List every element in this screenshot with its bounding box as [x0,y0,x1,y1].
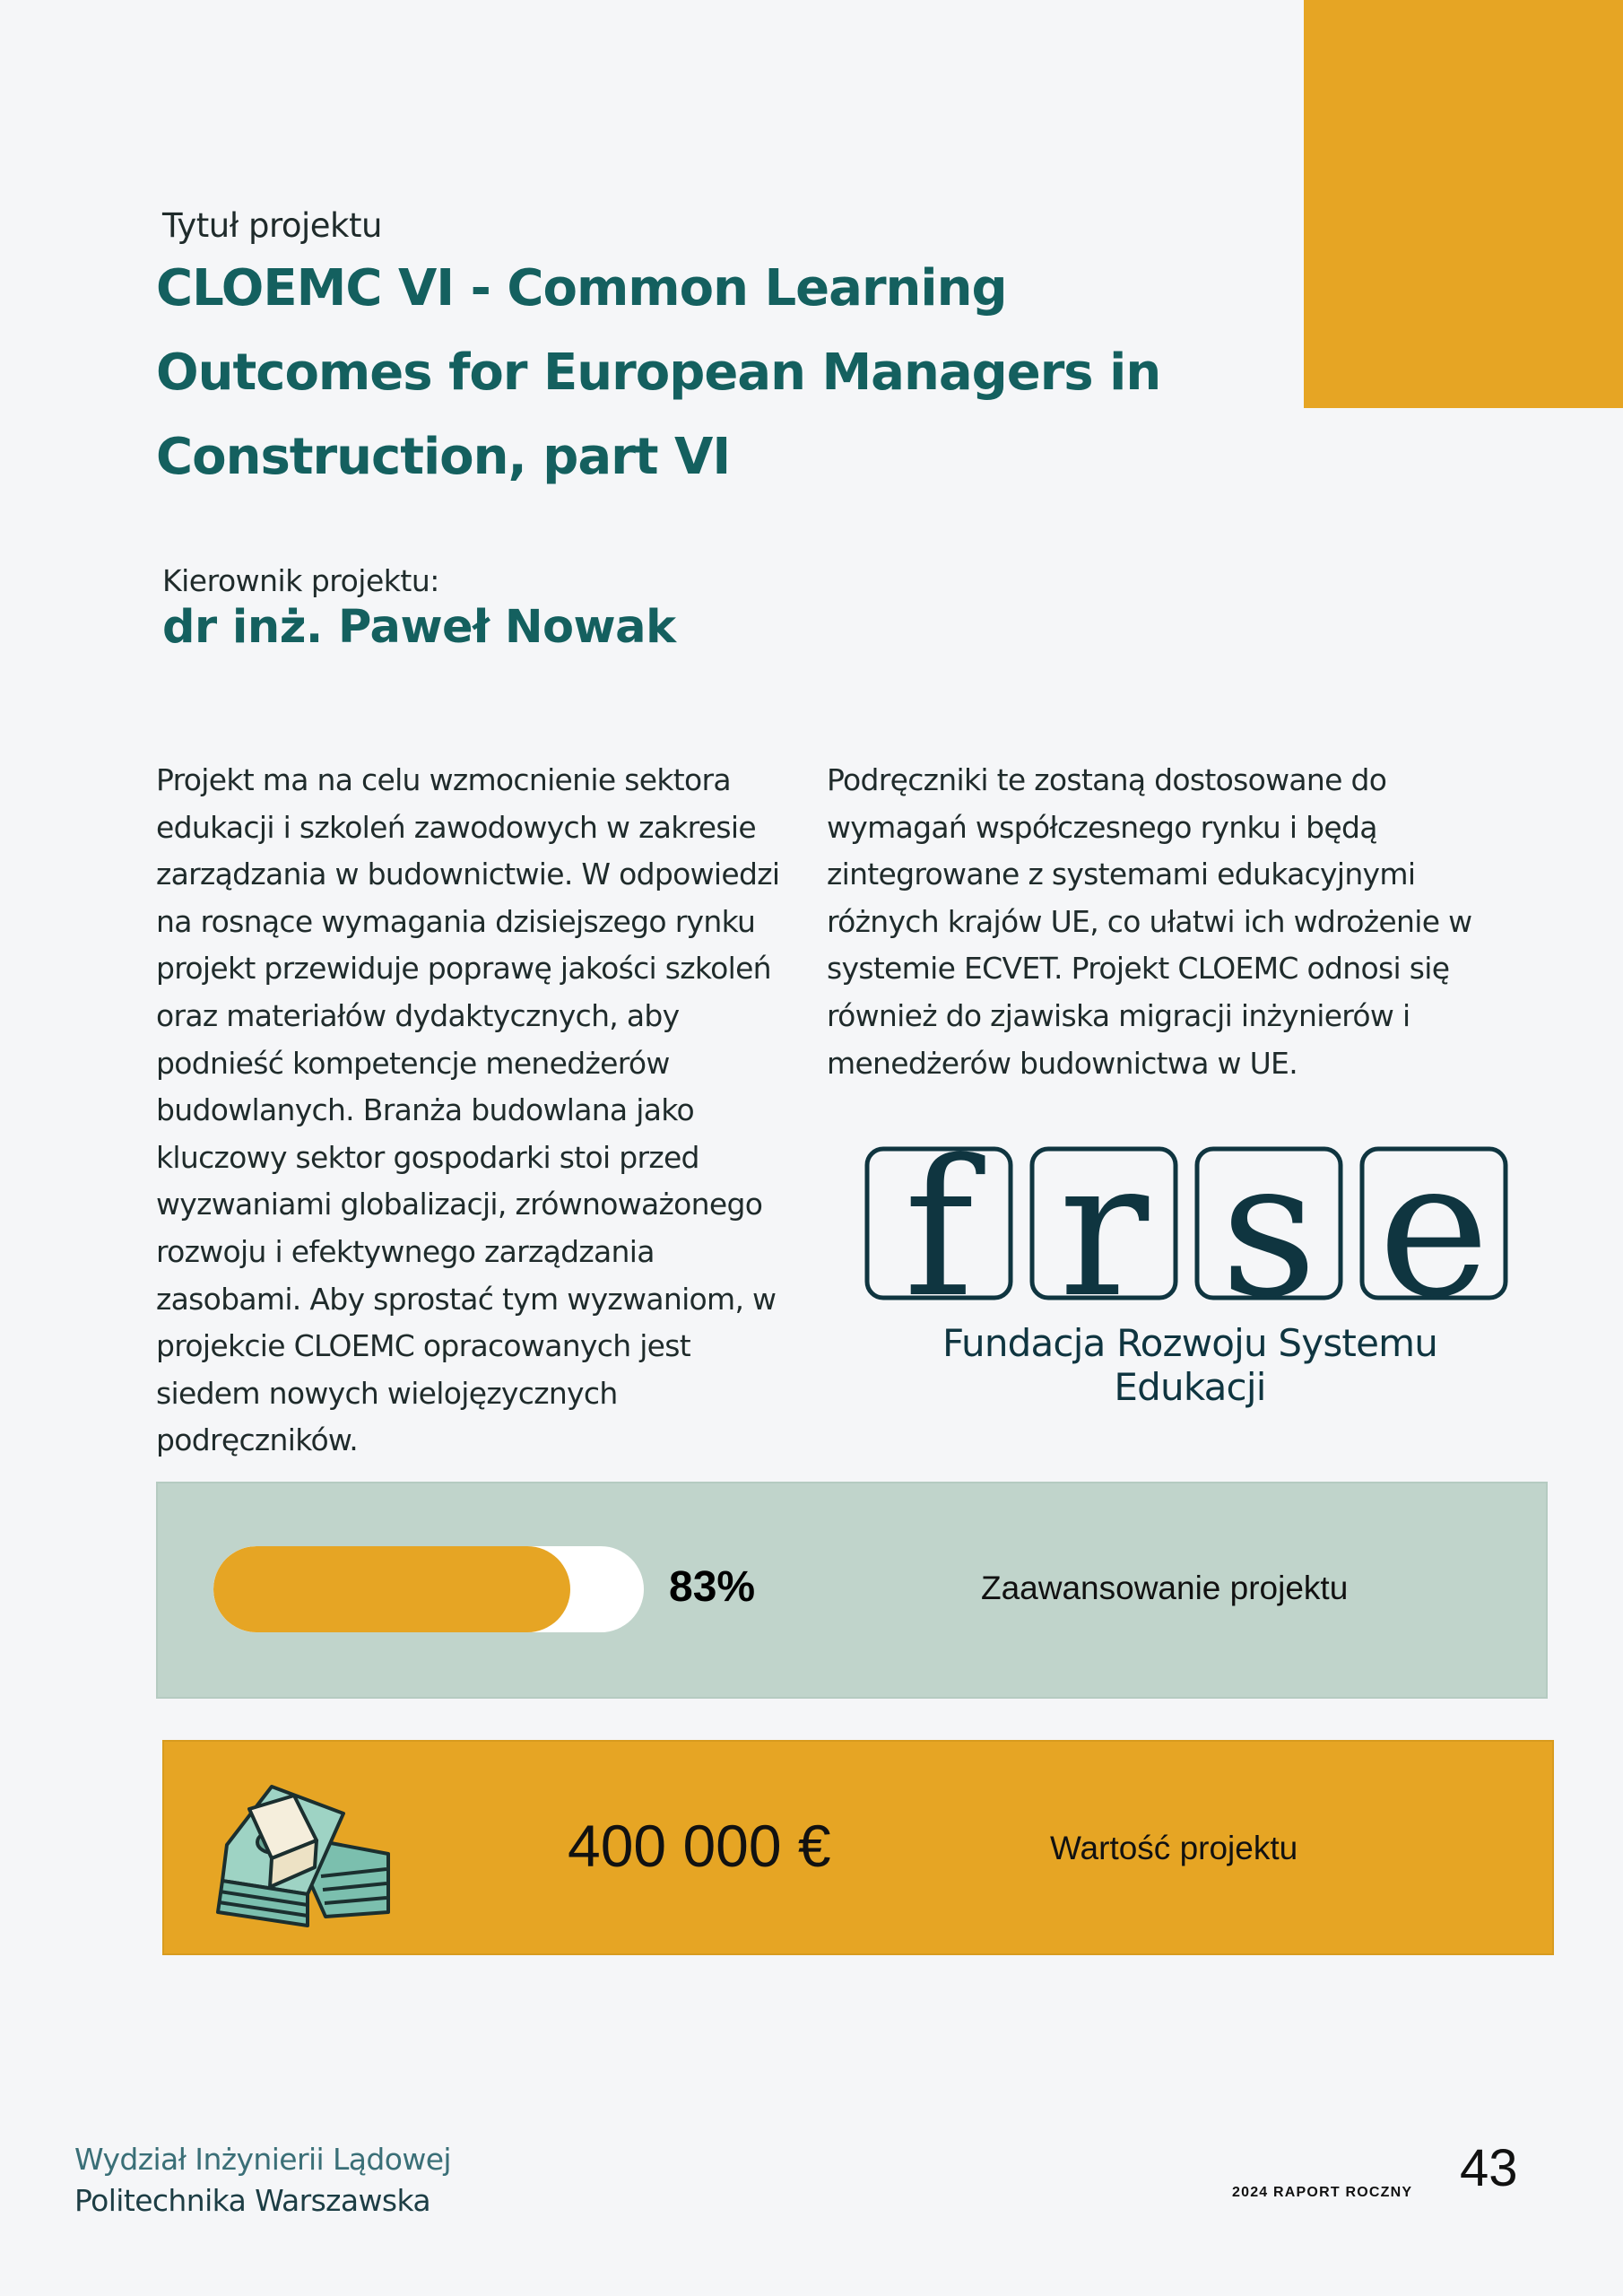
footer-university: Politechnika Warszawska [74,2183,431,2218]
project-value-panel [162,1740,1554,1955]
frse-logo [863,1144,1517,1409]
manager-name: dr inż. Paweł Nowak [162,601,676,654]
footer-report-label: 2024 RAPORT ROCZNY [1232,2185,1413,2200]
progress-label: Zaawansowanie projektu [981,1570,1349,1606]
title-label: Tytuł projektu [162,206,382,245]
money-stack-icon [209,1769,397,1939]
progress-percent: 83% [669,1563,756,1611]
footer-department: Wydział Inżynierii Lądowej [74,2142,451,2177]
frse-logo-letters [863,1144,1517,1305]
project-title: CLOEMC VI - Common Learning Outcomes for European Managers in Construction, part VI [156,259,1161,486]
description-left: Projekt ma na celu wzmocnienie sektora edukacji i szkoleń zawodowych w zakresie zarządzania w budownictwie. W odpowiedzi na rosnące wymagania dzisiejszego rynku projekt przewiduje poprawę jakości szkoleń oraz materiałów dydaktycznych, aby podnieść kompetencje menedżerów budowlanych. Branża budowlana jako kluczowy sektor gospodarki stoi przed wyzwaniami globalizacji, zrównoważonego rozwoju i efektywnego zarządzania zasobami. Aby sprostać tym wyzwaniom, w projekcie CLOEMC opracowanych jest siedem nowych wielojęzycznych podręczników. [156,762,780,1458]
corner-accent-block [1304,0,1623,408]
manager-label: Kierownik projektu: [162,563,439,598]
logo-letter-s: s [1220,1144,1317,1305]
project-value-amount: 400 000 € [568,1813,831,1879]
logo-letter-f: f [904,1144,974,1305]
frse-logo-text: Fundacja Rozwoju Systemu Edukacji [942,1321,1438,1409]
logo-letter-e: e [1377,1144,1490,1305]
description-right: Podręczniki te zostaną dostosowane do wymagań współczesnego rynku i będą zintegrowane z systemami edukacyjnymi różnych krajów UE, co ułatwi ich wdrożenie w systemie ECVET. Projekt CLOEMC odnosi się również do zjawiska migracji inżynierów i menedżerów budownictwa w UE. [827,762,1472,1081]
logo-letter-r: r [1058,1144,1150,1305]
progress-fill [213,1546,570,1632]
progress-panel [156,1482,1548,1699]
page-number: 43 [1460,2139,1518,2197]
project-value-label: Wartość projektu [1050,1830,1298,1866]
progress-track [213,1546,644,1632]
